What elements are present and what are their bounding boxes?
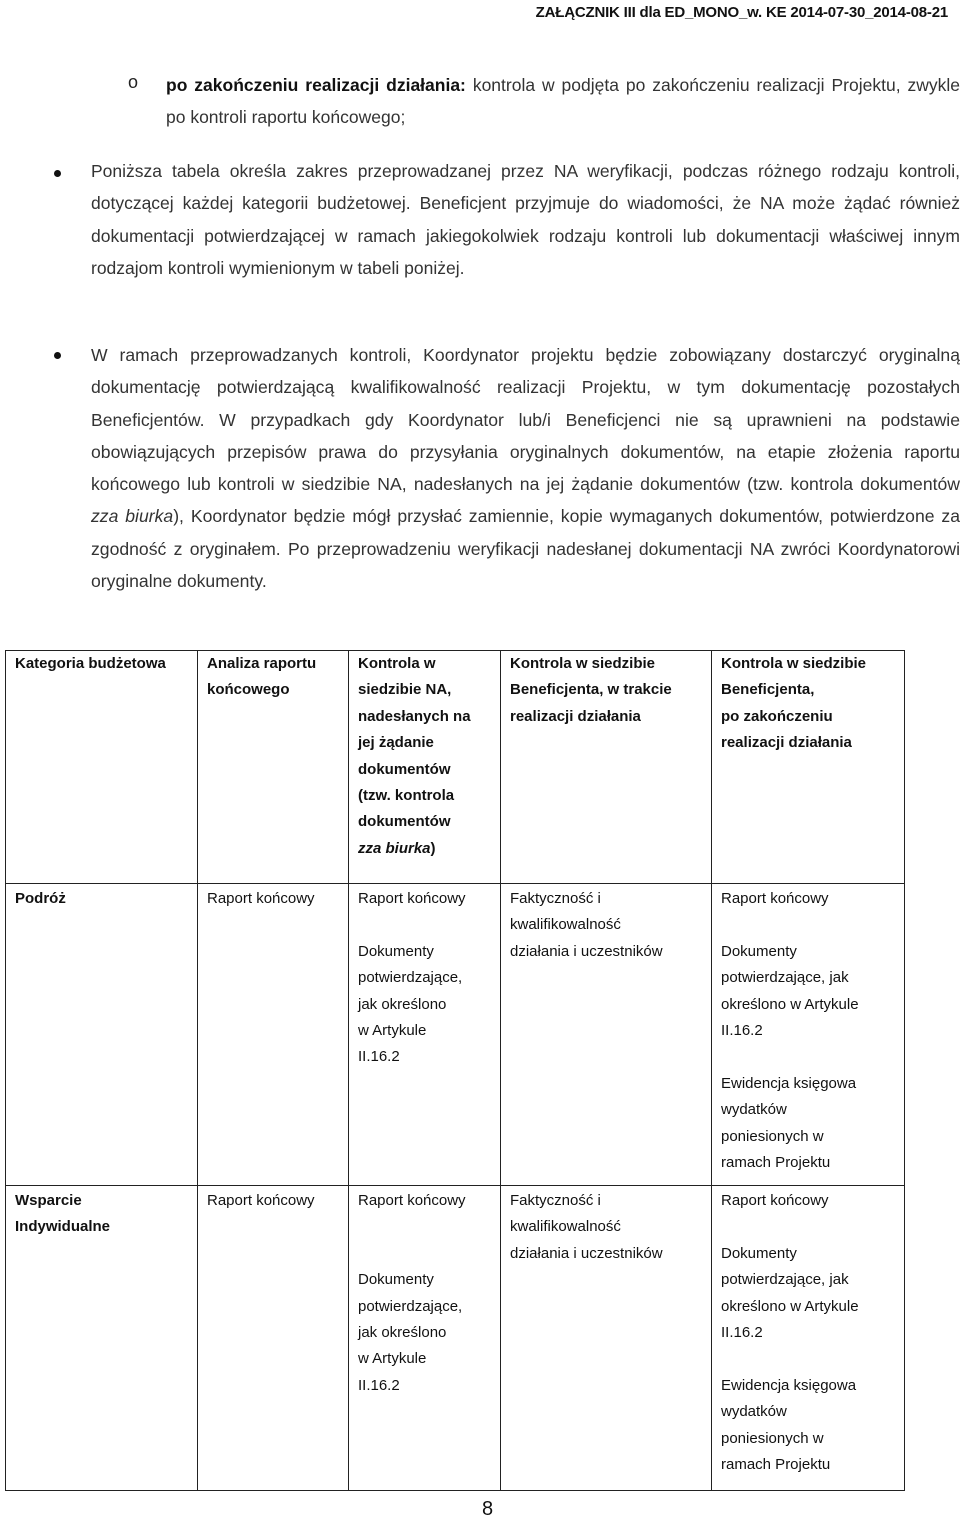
bullet-dot-icon — [54, 352, 61, 359]
row-na-check: Raport końcowy Dokumenty potwierdzające, jak określono w Artykule II.16.2 — [349, 884, 501, 1186]
page-number: 8 — [481, 1498, 494, 1520]
sub-bullet-marker: o — [128, 72, 139, 92]
header-category: Kategoria budżetowa — [6, 651, 198, 884]
table-header-row — [6, 651, 905, 884]
bullet-dot-icon — [54, 170, 61, 177]
header-check-during: Kontrola w siedzibie Beneficjenta, w trakcie realizacji działania — [501, 651, 712, 884]
header-check-after: Kontrola w siedzibie Beneficjenta, po zakończeniu realizacji działania — [712, 651, 905, 884]
header-report-analysis: Analiza raportu końcowego — [198, 651, 349, 884]
bullet-paragraph-1: Poniższa tabela określa zakres przeprowadzanej przez NA weryfikacji, podczas różnego rodzaju kontroli, dotyczącej każdej kategorii budżetowej. Beneficjent przyjmuje do wiadomości, że NA może żądać również dokumentacji potwierdzającej w ramach jakiegokolwiek rodzaju kontroli lub dokumentacji właściwej innym rodzajom kontroli wymienionym w tabeli poniżej. — [91, 161, 960, 278]
bullet-paragraph-2 — [91, 339, 960, 597]
sub-bullet-text: kontrola w podjęta po zakończeniu realizacji Projektu, zwykle po kontroli raportu końcowego; — [166, 75, 960, 127]
document-header: ZAŁĄCZNIK III dla ED_MONO_w. KE 2014-07-30_2014-08-21 — [535, 4, 948, 21]
header-na-check: Kontrola w siedzibie NA, nadesłanych na jej żądanie dokumentów (tzw. kontrola dokumentów zza biurka) — [349, 651, 501, 884]
row-during: Faktyczność i kwalifikowalność działania i uczestników — [501, 1186, 712, 1491]
table-row — [6, 1186, 905, 1491]
row-category: Wsparcie Indywidualne — [6, 1186, 198, 1491]
sub-bullet-paragraph — [166, 70, 960, 133]
bullet2-part1: W ramach przeprowadzanych kontroli, Koordynator projektu będzie zobowiązany dostarczyć oryginalną dokumentację potwierdzającą kwalifikowalność realizacji Projektu, w tym dokumentację pozostałych Beneficjentów. W przypadkach gdy Koordynator lub/i Beneficjenci nie są uprawnieni na podstawie obowiązujących przepisów prawa do przysyłania oryginalnych dokumentów, na etapie złożenia raportu końcowego lub kontroli w siedzibie NA, nadesłanych na jej żądanie dokumentów (tzw. kontrola dokumentów — [91, 345, 960, 495]
table-row — [6, 884, 905, 1186]
bullet2-part2: ), Koordynator będzie mógł przysłać zamiennie, kopie wymaganych dokumentów, potwierdzone za zgodność z oryginałem. Po przeprowadzeniu weryfikacji nadesłanej dokumentacji NA zwróci Koordynatorowi oryginalne dokumenty. — [91, 506, 960, 592]
bullet2-italic: zza biurka — [91, 506, 174, 527]
row-category: Podróż — [6, 884, 198, 1186]
row-during: Faktyczność i kwalifikowalność działania i uczestników — [501, 884, 712, 1186]
row-report: Raport końcowy — [198, 1186, 349, 1491]
row-report: Raport końcowy — [198, 884, 349, 1186]
header-na-check-italic: zza biurka — [358, 839, 431, 857]
row-after: Raport końcowy Dokumenty potwierdzające, jak określono w Artykule II.16.2 Ewidencja księgowa wydatków poniesionych w ramach Projektu — [712, 1186, 905, 1491]
verification-table — [5, 650, 905, 1491]
row-na-check: Raport końcowy Dokumenty potwierdzające, jak określono w Artykule II.16.2 — [349, 1186, 501, 1491]
sub-bullet-bold: po zakończeniu realizacji działania: — [166, 75, 466, 95]
row-after: Raport końcowy Dokumenty potwierdzające, jak określono w Artykule II.16.2 Ewidencja księgowa wydatków poniesionych w ramach Projektu — [712, 884, 905, 1186]
